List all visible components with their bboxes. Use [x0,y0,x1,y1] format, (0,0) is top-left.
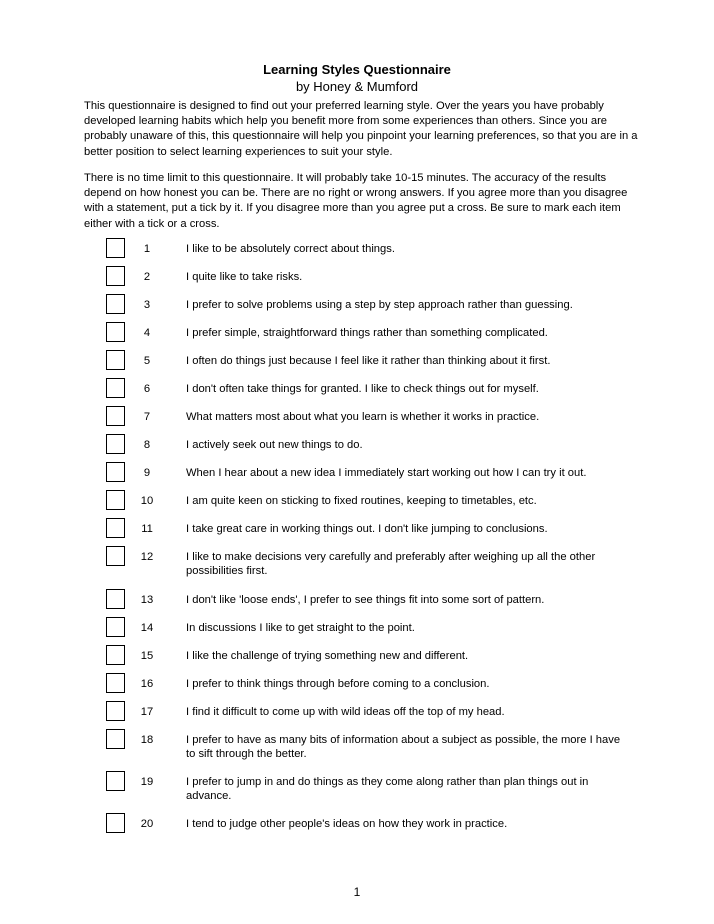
page-number: 1 [353,885,361,899]
item-number: 15 [140,650,154,662]
item-number: 7 [143,411,151,423]
item-number: 2 [143,271,151,283]
item-statement: I prefer to think things through before coming to a conclusion. [186,678,490,690]
item-statement: I am quite keen on sticking to fixed routines, keeping to timetables, etc. [186,495,537,507]
item-statement: What matters most about what you learn is whether it works in practice. [186,411,540,423]
item-statement: I prefer to have as many bits of information about a subject as possible, the more I have to sift through the better. [186,734,621,760]
item-number: 17 [140,706,154,718]
item-number: 3 [143,299,151,311]
answer-checkbox[interactable] [106,322,125,342]
answer-checkbox[interactable] [106,729,125,749]
item-statement: I prefer to jump in and do things as they come along rather than plan things out in advance. [186,776,589,802]
answer-checkbox[interactable] [106,378,125,398]
answer-checkbox[interactable] [106,645,125,665]
item-statement: I prefer simple, straightforward things rather than something complicated. [186,327,548,339]
item-statement: I don't like 'loose ends', I prefer to see things fit into some sort of pattern. [186,594,545,606]
item-statement: I often do things just because I feel like it rather than thinking about it first. [186,355,551,367]
document-subtitle: by Honey & Mumford [295,79,419,94]
answer-checkbox[interactable] [106,350,125,370]
answer-checkbox[interactable] [106,771,125,791]
answer-checkbox[interactable] [106,294,125,314]
answer-checkbox[interactable] [106,462,125,482]
item-number: 18 [140,734,154,746]
item-number: 1 [143,243,151,255]
answer-checkbox[interactable] [106,546,125,566]
item-number: 13 [140,594,154,606]
answer-checkbox[interactable] [106,701,125,721]
item-statement: I like to be absolutely correct about things. [186,243,395,255]
answer-checkbox[interactable] [106,490,125,510]
answer-checkbox[interactable] [106,266,125,286]
item-statement: I don't often take things for granted. I like to check things out for myself. [186,383,539,395]
item-number: 6 [143,383,151,395]
item-number: 4 [143,327,151,339]
answer-checkbox[interactable] [106,238,125,258]
item-statement: I actively seek out new things to do. [186,439,363,451]
answer-checkbox[interactable] [106,673,125,693]
intro-paragraph-1: This questionnaire is designed to find out your preferred learning style. Over the years you have probably developed learning habits which help you benefit more from some experiences than others. Since you are probably unaware of this, this questionnaire will help you pinpoint your learning preferences, so that you are in a better position to select learning experiences to suit your style. [84,100,638,158]
item-number: 11 [141,523,153,535]
item-number: 10 [140,495,154,507]
item-number: 9 [143,467,151,479]
item-number: 12 [140,551,154,563]
item-statement: I find it difficult to come up with wild ideas off the top of my head. [186,706,505,718]
item-number: 5 [143,355,151,367]
item-statement: I tend to judge other people's ideas on how they work in practice. [186,818,508,830]
item-number: 16 [140,678,154,690]
answer-checkbox[interactable] [106,813,125,833]
item-statement: I like the challenge of trying something new and different. [186,650,469,662]
item-number: 14 [140,622,154,634]
item-statement: When I hear about a new idea I immediately start working out how I can try it out. [186,467,587,479]
item-number: 8 [143,439,151,451]
item-statement: I take great care in working things out. I don't like jumping to conclusions. [186,523,548,535]
document-title: Learning Styles Questionnaire [263,62,451,77]
answer-checkbox[interactable] [106,617,125,637]
answer-checkbox[interactable] [106,518,125,538]
answer-checkbox[interactable] [106,589,125,609]
item-statement: I like to make decisions very carefully and preferably after weighing up all the other possibilities first. [186,551,596,577]
item-number: 20 [140,818,154,830]
intro-paragraph-2: There is no time limit to this questionnaire. It will probably take 10-15 minutes. The accuracy of the results depend on how honest you can be. There are no right or wrong answers. If you agree more than you disagree with a statement, put a tick by it. If you disagree more than you agree put a cross. Be sure to mark each item either with a tick or a cross. [84,172,628,230]
item-number: 19 [140,776,154,788]
answer-checkbox[interactable] [106,406,125,426]
item-statement: I prefer to solve problems using a step by step approach rather than guessing. [186,299,573,311]
answer-checkbox[interactable] [106,434,125,454]
item-statement: In discussions I like to get straight to the point. [186,622,415,634]
item-statement: I quite like to take risks. [186,271,303,283]
